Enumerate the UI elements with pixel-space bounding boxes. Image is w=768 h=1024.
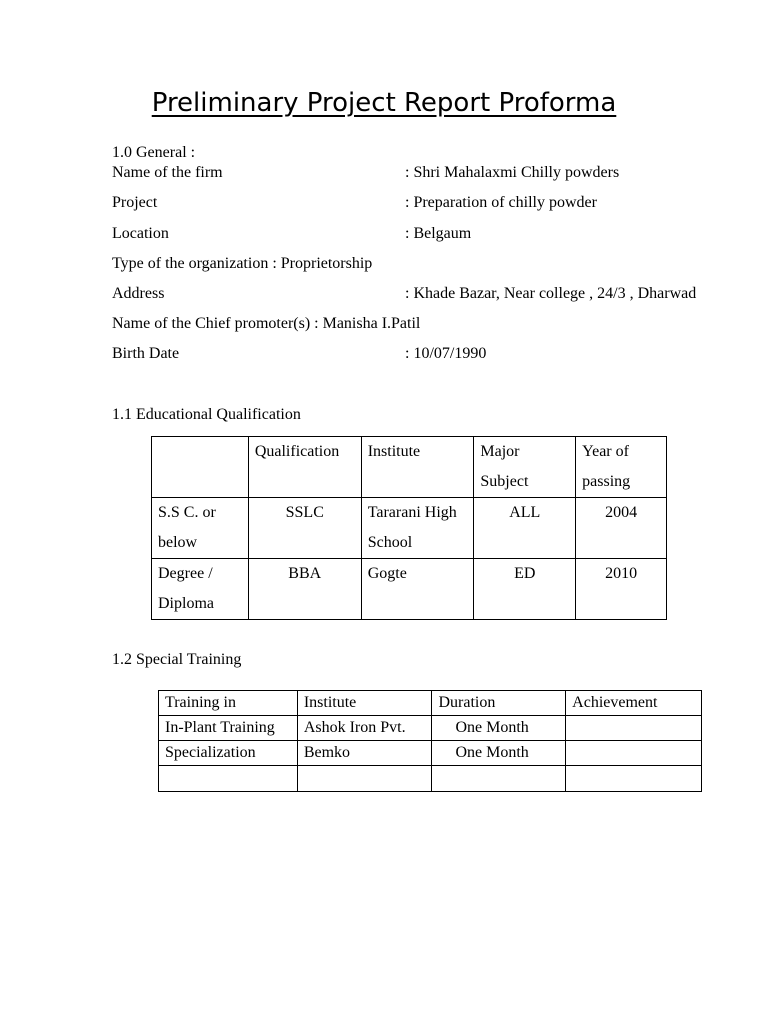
education-table xyxy=(151,436,667,620)
address-value: : Khade Bazar, Near college , 24/3 , Dharwad xyxy=(405,285,697,302)
table-cell xyxy=(566,716,702,741)
table-cell: Specialization xyxy=(159,741,298,766)
table-cell: SSLC xyxy=(248,498,361,559)
table-row xyxy=(159,716,702,741)
table-row xyxy=(159,766,702,792)
birth-date-label: Birth Date xyxy=(112,345,180,362)
table-header-cell: Training in xyxy=(159,691,298,716)
project-row xyxy=(112,194,597,212)
table-cell: Gogte xyxy=(361,559,474,620)
general-heading: 1.0 General : xyxy=(112,144,196,161)
birth-date-value: : 10/07/1990 xyxy=(405,345,487,362)
location-value: : Belgaum xyxy=(405,225,472,242)
table-header-cell: Qualification xyxy=(248,437,361,498)
location-row xyxy=(112,225,472,243)
firm-value: : Shri Mahalaxmi Chilly powders xyxy=(405,164,620,181)
promoter-row: Name of the Chief promoter(s) : Manisha I.Patil xyxy=(112,315,421,332)
table-cell: S.S C. or below xyxy=(152,498,249,559)
education-heading: 1.1 Educational Qualification xyxy=(112,406,301,423)
table-cell: Ashok Iron Pvt. xyxy=(297,716,432,741)
table-cell: BBA xyxy=(248,559,361,620)
address-row xyxy=(112,285,697,303)
table-cell xyxy=(566,766,702,792)
table-cell: ALL xyxy=(474,498,576,559)
table-cell xyxy=(159,766,298,792)
table-header-cell: Institute xyxy=(361,437,474,498)
project-label: Project xyxy=(112,194,158,211)
page-title: Preliminary Project Report Proforma xyxy=(151,88,617,118)
training-table xyxy=(158,690,702,792)
table-header-cell: Duration xyxy=(432,691,566,716)
firm-label: Name of the firm xyxy=(112,164,223,181)
table-header-cell xyxy=(152,437,249,498)
table-cell: 2010 xyxy=(576,559,667,620)
table-header-cell: Major Subject xyxy=(474,437,576,498)
location-label: Location xyxy=(112,225,169,242)
address-label: Address xyxy=(112,285,165,302)
table-row xyxy=(159,741,702,766)
org-type-row: Type of the organization : Proprietorship xyxy=(112,255,373,272)
table-cell: 2004 xyxy=(576,498,667,559)
table-cell xyxy=(432,766,566,792)
table-cell: In-Plant Training xyxy=(159,716,298,741)
table-cell: Tararani High School xyxy=(361,498,474,559)
table-cell: One Month xyxy=(432,716,566,741)
table-cell: Degree / Diploma xyxy=(152,559,249,620)
table-cell: ED xyxy=(474,559,576,620)
table-header-row xyxy=(159,691,702,716)
table-header-row xyxy=(152,437,667,498)
birth-date-row xyxy=(112,345,487,363)
firm-row xyxy=(112,164,620,182)
table-header-cell: Achievement xyxy=(566,691,702,716)
table-header-cell: Institute xyxy=(297,691,432,716)
training-heading: 1.2 Special Training xyxy=(112,651,242,668)
table-row xyxy=(152,498,667,559)
table-cell: Bemko xyxy=(297,741,432,766)
project-value: : Preparation of chilly powder xyxy=(405,194,597,211)
table-header-cell: Year of passing xyxy=(576,437,667,498)
table-cell xyxy=(297,766,432,792)
table-cell: One Month xyxy=(432,741,566,766)
table-row xyxy=(152,559,667,620)
table-cell xyxy=(566,741,702,766)
